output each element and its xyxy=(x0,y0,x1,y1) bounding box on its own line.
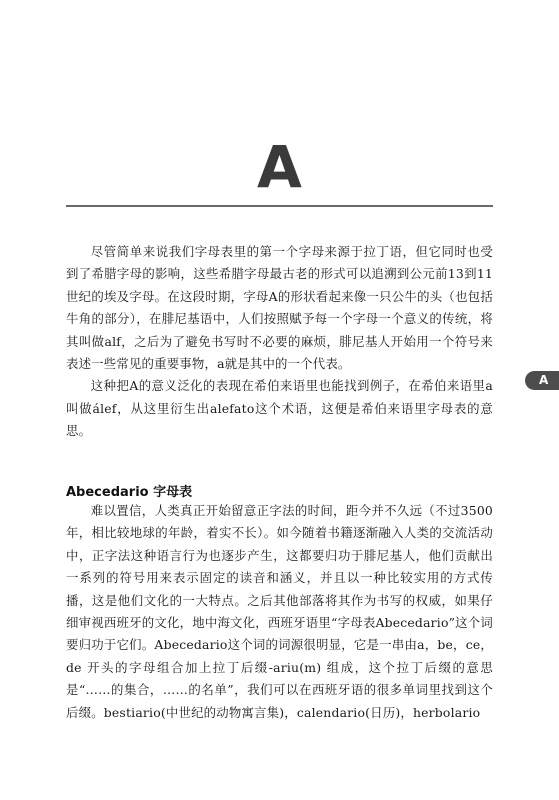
paragraph: 难以置信，人类真正开始留意正字法的时间，距今并不久远（不过3500年，相比较地球的年龄，着实不长）。如今随着书籍逐渐融入人类的交流活动中，正字法这种语言行为也逐步产生，这都要归功于腓尼基人，他们贡献出一系列的符号用来表示固定的读音和涵义，并且以一种比较实用的方式传播，这是他们文化的一大特点。之后其他部落将其作为书写的权威，如果仔细审视西班牙的文化，地中海文化，西班牙语里“字母表Abecedario”这个词要归功于它们。Abecedario这个词的词源很明显，它是一串由a，be，ce，de 开头的字母组合加上拉丁后缀-ariu(m) 组成，这个拉丁后缀的意思是“……的集合，……的名单”，我们可以在西班牙语的很多单词里找到这个后缀。bestiario(中世纪的动物寓言集)，calendario(日历)，herbolario xyxy=(66,503,493,720)
intro-text xyxy=(66,241,493,443)
section-heading: Abecedario 字母表 xyxy=(66,485,193,500)
chapter-divider xyxy=(66,205,493,207)
thumb-index-tab[interactable]: A xyxy=(525,371,559,390)
chapter-letter: A xyxy=(257,133,302,201)
paragraph: 这种把A的意义泛化的表现在希伯来语里也能找到例子，在希伯来语里a 叫做álef，从这里衍生出alefato这个术语，这便是希伯来语里字母表的意思。 xyxy=(66,378,493,439)
paragraph: 尽管简单来说我们字母表里的第一个字母来源于拉丁语，但它同时也受到了希腊字母的影响，这些希腊字母最古老的形式可以追溯到公元前13到11世纪的埃及字母。在这段时期，字母A的形状看起来像一只公牛的头（也包括牛角的部分），在腓尼基语中，人们按照赋予每一个字母一个意义的传统，将其叫做alf，之后为了避免书写时不必要的麻烦，腓尼基人开始用一个符号来表述一些常见的重要事物，a就是其中的一个代表。 xyxy=(66,244,493,372)
section-text xyxy=(66,500,493,724)
